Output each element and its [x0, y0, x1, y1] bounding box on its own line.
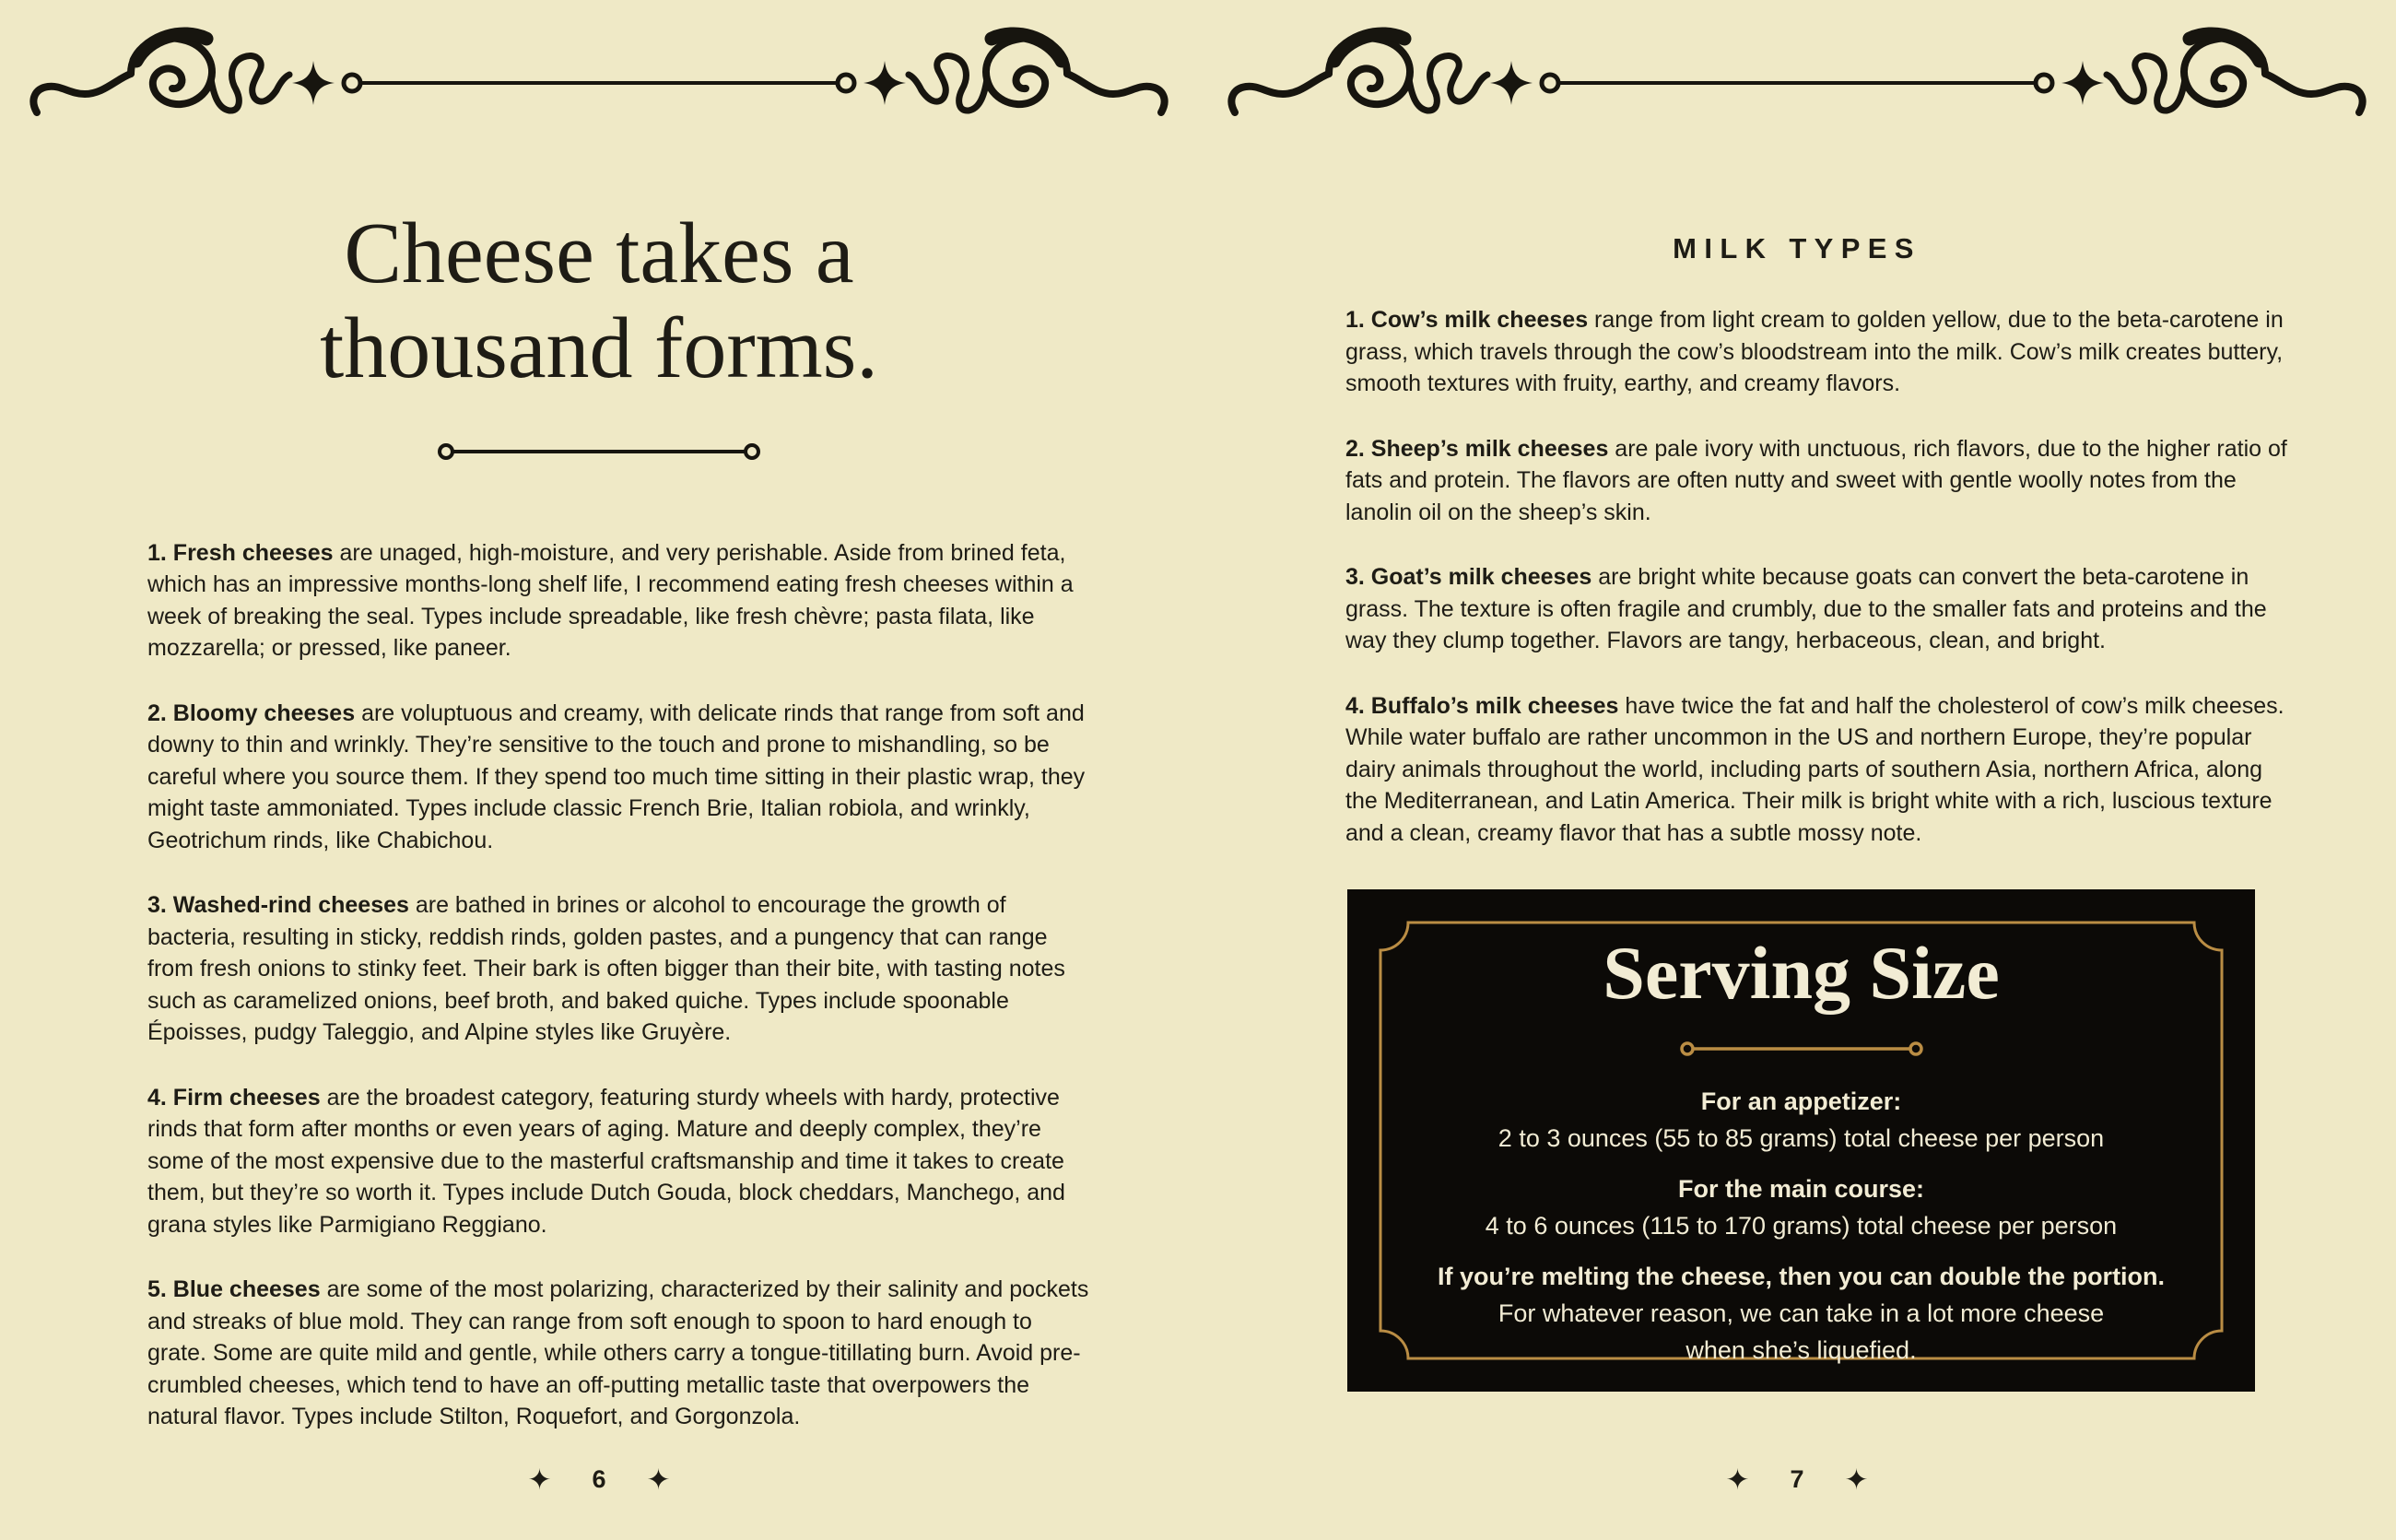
- serving-group-main-course: [1486, 1170, 2117, 1244]
- flourish-left: [33, 34, 360, 112]
- paragraph-text: are pale ivory with unctuous, rich flavors, due to the higher ratio of fats and protein. The flavors are often nutty and sweet with gentle woolly notes from the lanolin oil on the sheep’s skin.: [1345, 435, 2287, 525]
- paragraph-lead: 1. Cow’s milk cheeses: [1345, 307, 1589, 333]
- paragraph-text: are bright white because goats can convert the beta-carotene in grass. The texture is often fragile and crumbly, due to the smaller fats and proteins and the way they clump together. Flavors are tangy, herbaceous, clean, and bright.: [1345, 564, 2267, 653]
- four-point-star-icon: ✦: [1844, 1464, 1869, 1496]
- divider-rule-icon: [437, 440, 761, 464]
- serving-size-title: Serving Size: [1603, 931, 2000, 1015]
- paragraph-text: have twice the fat and half the cholesterol of cow’s milk cheeses. While water buffalo are rather uncommon in the US and northern Europe, they’re popular dairy animals throughout the world, including parts of southern Asia, northern Africa, along the Mediterranean, and Latin America. Their milk is bright white with a rich, luscious texture and a clean, creamy flavor that has a subtle mossy note.: [1345, 692, 2284, 846]
- paragraph-text: range from light cream to golden yellow, due to the beta-carotene in grass, which travels through the cow’s bloodstream into the milk. Cow’s milk creates buttery, smooth textures with fruity, earthy, and creamy flavors.: [1345, 307, 2284, 396]
- cheese-paragraph: [147, 1082, 1097, 1241]
- serving-group-appetizer: [1498, 1083, 2104, 1157]
- page-number-row: [0, 1465, 1198, 1494]
- paragraph-text: are some of the most polarizing, characterized by their salinity and pockets and streaks of blue mold. They can range from soft enough to spoon to hard enough to grate. Some are quite mild and gentle, while others carry a tongue-titillating burn. Avoid pre-crumbled cheeses, which tend to have an off-putting metallic taste that overpowers the natural flavor. Types include Stilton, Roquefort, and Gorgonzola.: [147, 1276, 1089, 1430]
- flourish-left: [1231, 34, 1558, 112]
- paragraph-text: are bathed in brines or alcohol to encourage the growth of bacteria, resulting in sticky, reddish rinds, golden pastes, and a pungency that can range from fresh onions to stinky feet. Their bark is often bigger than their bite, with tasting notes such as caramelized onions, beef broth, and baked quiche. Types include spoonable Époisses, pudgy Taleggio, and Alpine styles like Gruyère.: [147, 892, 1065, 1046]
- paragraph-lead: 1. Fresh cheeses: [147, 539, 334, 566]
- cheese-paragraph: [147, 889, 1097, 1049]
- flourish-right: [2036, 34, 2363, 112]
- page-number: 7: [1790, 1465, 1804, 1493]
- paragraph-lead: 4. Firm cheeses: [147, 1084, 321, 1111]
- page-title-line2: thousand forms.: [320, 300, 878, 397]
- serving-box-content: [1347, 889, 2255, 1382]
- serving-size-callout: [1347, 889, 2255, 1392]
- paragraph-text: are the broadest category, featuring sturdy wheels with hardy, protective rinds that form after months or even years of aging. Mature and deeply complex, they’re some of the most expensive due to the masterful craftsmanship and time it takes to create them, but they’re so worth it. Types include Dutch Gouda, block cheddars, Manchego, and grana styles like Parmigiano Reggiano.: [147, 1084, 1065, 1238]
- paragraph-text: are voluptuous and creamy, with delicate rinds that range from soft and downy to thin and wrinkly. They’re sensitive to the touch and prone to mishandling, so be careful where you source them. If they spend too much time sitting in their plastic wrap, they might taste ammoniated. Types include classic French Brie, Italian robiola, and wrinkly, Geotrichum rinds, like Chabichou.: [147, 699, 1086, 853]
- serving-group-value: 2 to 3 ounces (55 to 85 grams) total cheese per person: [1498, 1124, 2105, 1152]
- cheese-paragraph: [147, 698, 1097, 857]
- page-number-row: [1198, 1465, 2396, 1494]
- serving-group-label: For an appetizer:: [1700, 1087, 1902, 1115]
- serving-group-label: If you’re melting the cheese, then you can double the portion.: [1437, 1263, 2166, 1290]
- cheese-paragraph: [147, 537, 1097, 664]
- serving-group-value: For whatever reason, we can take in a lot more cheese: [1498, 1299, 2105, 1327]
- flourish-ornament-icon: [28, 24, 1170, 146]
- flourish-right: [838, 34, 1165, 112]
- paragraph-lead: 2. Sheep’s milk cheeses: [1345, 435, 1609, 462]
- serving-group-melting: [1438, 1258, 2165, 1369]
- paragraph-lead: 3. Goat’s milk cheeses: [1345, 564, 1592, 590]
- flourish-ornament-icon: [1226, 24, 2368, 146]
- page-title: [0, 206, 1198, 397]
- page-number: 6: [592, 1465, 606, 1493]
- paragraph-text: are unaged, high-moisture, and very perishable. Aside from brined feta, which has an impressive months-long shelf life, I recommend eating fresh cheeses within a week of breaking the seal. Types include spreadable, like fresh chèvre; pasta filata, like mozzarella; or pressed, like paneer.: [147, 539, 1074, 662]
- right-page: [1198, 0, 2396, 1540]
- serving-group-label: For the main course:: [1677, 1175, 1925, 1203]
- right-body-column: [1345, 304, 2295, 1392]
- paragraph-lead: 5. Blue cheeses: [147, 1276, 321, 1303]
- page-title-line1: Cheese takes a: [344, 206, 854, 301]
- left-body-column: [147, 537, 1097, 1433]
- gold-divider-rule-icon: [1679, 1039, 1924, 1059]
- paragraph-lead: 2. Bloomy cheeses: [147, 699, 356, 726]
- four-point-star-icon: ✦: [646, 1464, 671, 1496]
- four-point-star-icon: ✦: [527, 1464, 552, 1496]
- milk-paragraph: [1345, 690, 2295, 850]
- four-point-star-icon: ✦: [1725, 1464, 1750, 1496]
- paragraph-lead: 3. Washed-rind cheeses: [147, 892, 409, 919]
- paragraph-lead: 4. Buffalo’s milk cheeses: [1345, 692, 1619, 719]
- section-heading: MILK TYPES: [1673, 232, 1921, 265]
- milk-paragraph: [1345, 561, 2295, 657]
- cheese-paragraph: [147, 1274, 1097, 1433]
- milk-paragraph: [1345, 304, 2295, 400]
- serving-group-value: 4 to 6 ounces (115 to 170 grams) total cheese per person: [1485, 1212, 2118, 1240]
- milk-paragraph: [1345, 433, 2295, 529]
- serving-group-value: when she’s liquefied.: [1685, 1336, 1917, 1364]
